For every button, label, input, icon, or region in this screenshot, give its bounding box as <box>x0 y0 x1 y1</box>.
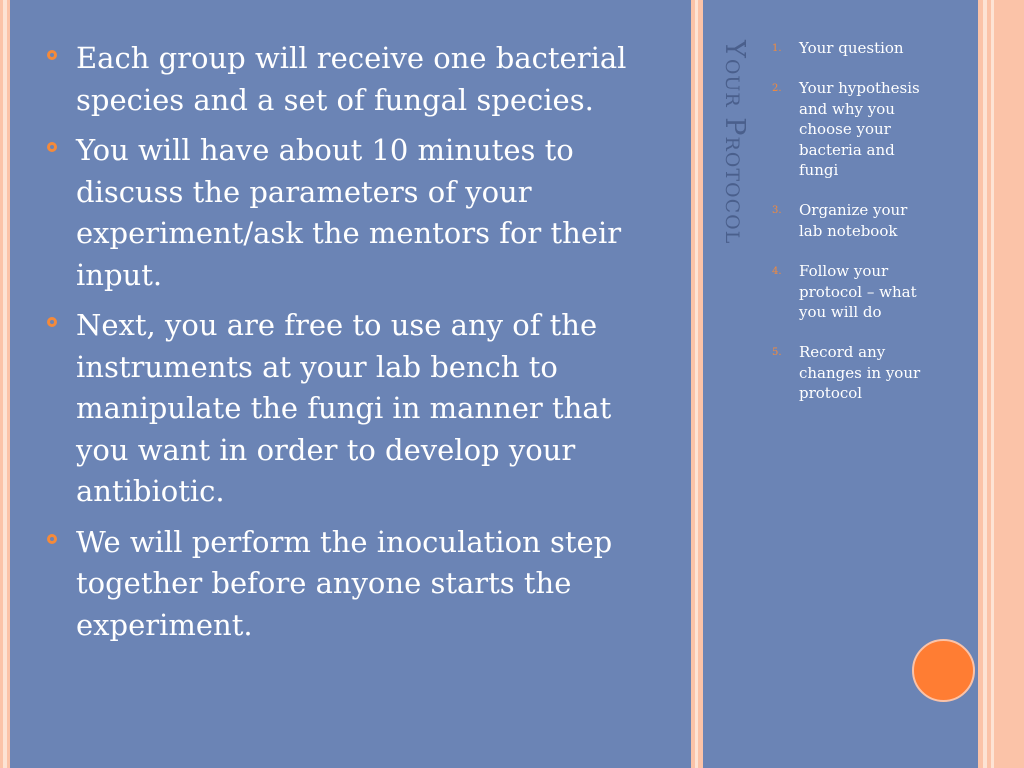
bullet-item <box>47 130 667 296</box>
protocol-step <box>772 38 932 58</box>
step-number: 4. <box>772 266 782 278</box>
step-text: Your hypothesis and why you choose your bacteria and fungi <box>799 79 920 180</box>
right-edge-stripe-2 <box>991 0 994 768</box>
slide-title: Your Protocol <box>719 40 750 245</box>
bullet-item <box>47 305 667 513</box>
protocol-step <box>772 342 932 403</box>
protocol-step <box>772 200 932 241</box>
bullet-text: We will perform the inoculation step together before anyone starts the experiment. <box>76 524 613 642</box>
bullet-circle-icon <box>47 142 57 152</box>
step-number: 5. <box>772 347 782 359</box>
protocol-step <box>772 78 932 180</box>
step-number: 2. <box>772 83 782 95</box>
bullet-text: Each group will receive one bacterial species and a set of fungal species. <box>76 41 627 117</box>
decorative-orange-circle <box>912 639 975 702</box>
bullet-circle-icon <box>47 317 57 327</box>
step-number: 1. <box>772 43 782 54</box>
step-text: Organize your lab notebook <box>799 201 908 240</box>
bullet-circle-icon <box>47 50 57 60</box>
divider-stripe <box>695 0 698 768</box>
protocol-steps-list <box>772 38 932 424</box>
protocol-step <box>772 261 932 322</box>
step-number: 3. <box>772 205 782 217</box>
step-text: Your question <box>799 39 904 57</box>
right-edge-stripe-1 <box>983 0 987 768</box>
left-edge-stripe <box>3 0 7 768</box>
bullet-circle-icon <box>47 534 57 544</box>
step-text: Record any changes in your protocol <box>799 343 921 403</box>
step-text: Follow your protocol – what you will do <box>799 262 917 322</box>
bullet-text: You will have about 10 minutes to discuss the parameters of your experiment/ask the mentors for their input. <box>76 133 622 292</box>
bullet-item <box>47 522 667 647</box>
bullet-list <box>47 38 667 655</box>
bullet-item <box>47 38 667 121</box>
bullet-text: Next, you are free to use any of the instruments at your lab bench to manipulate the fungi in manner that you want in order to develop your antibiotic. <box>76 308 612 508</box>
